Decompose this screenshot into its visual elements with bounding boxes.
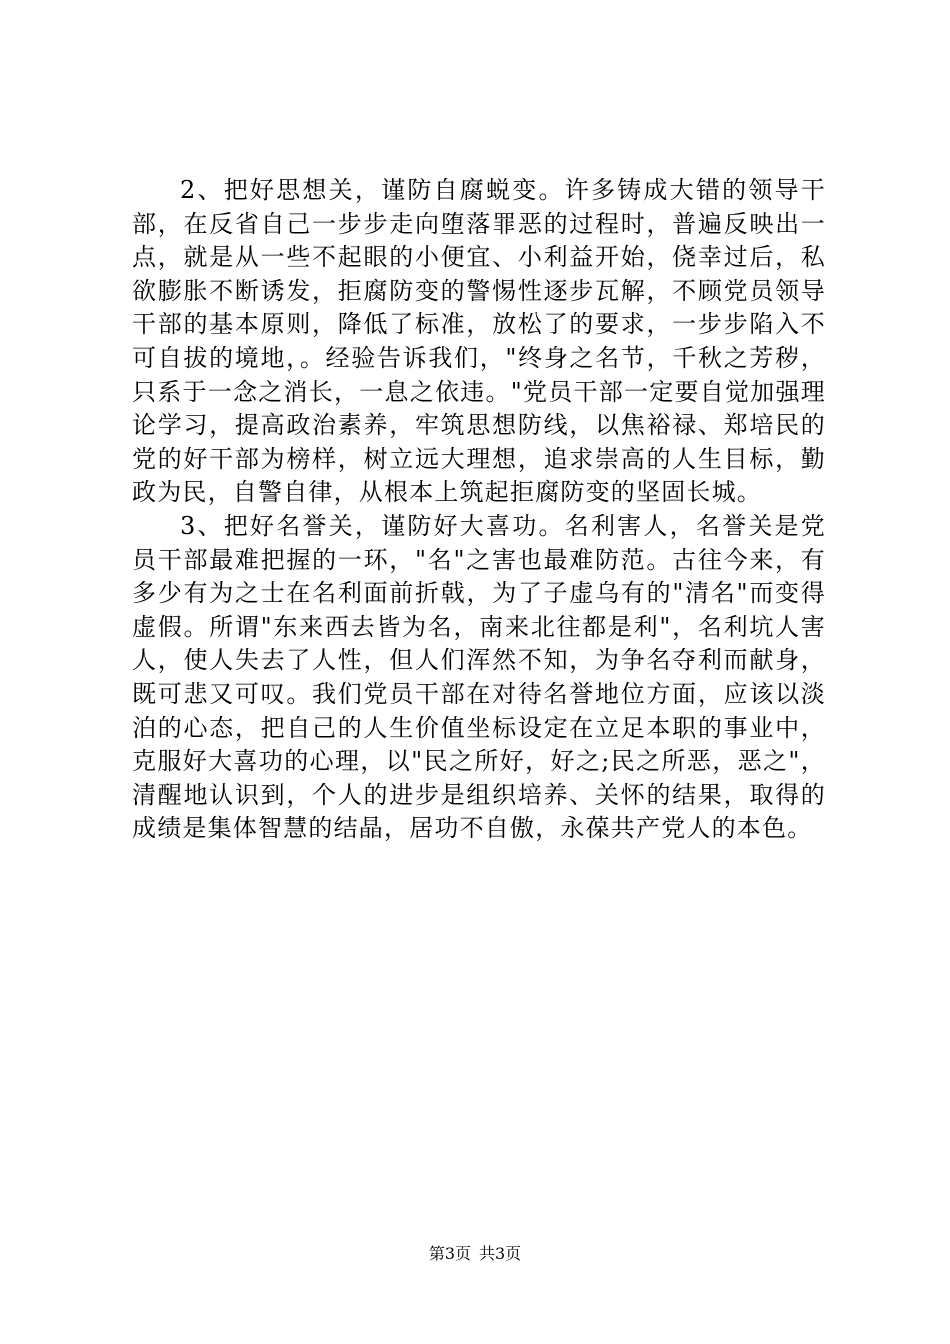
page-number-total: 共3页: [479, 1244, 522, 1263]
page-footer: [0, 1244, 950, 1264]
paragraph-2: 2、把好思想关，谨防自腐蜕变。许多铸成大错的领导干部，在反省自己一步步走向堕落罪恶的过程时，普遍反映出一点，就是从一些不起眼的小便宜、小利益开始，侥幸过后，私欲膨胀不断诱发，拒腐防变的警惕性逐步瓦解，不顾党员领导干部的基本原则，降低了标准，放松了的要求，一步步陷入不可自拔的境地，。经验告诉我们，"终身之名节，千秋之芳秽，只系于一念之消长，一息之依违。"党员干部一定要自觉加强理论学习，提高政治素养，牢筑思想防线，以焦裕禄、郑培民的党的好干部为榜样，树立远大理想，追求崇高的人生目标，勤政为民，自警自律，从根本上筑起拒腐防变的坚固长城。: [132, 176, 826, 507]
page-number-current: 第3页: [428, 1244, 471, 1263]
document-body: [132, 174, 826, 846]
paragraph-3: 3、把好名誉关，谨防好大喜功。名利害人，名誉关是党员干部最难把握的一环，"名"之害也最难防范。古往今来，有多少有为之士在名利面前折戟，为了子虚乌有的"清名"而变得虚假。所谓"东来西去皆为名，南来北往都是利"，名利坑人害人，使人失去了人性，但人们浑然不知，为争名夺利而献身，既可悲又可叹。我们党员干部在对待名誉地位方面，应该以淡泊的心态，把自己的人生价值坐标设定在立足本职的事业中，克服好大喜功的心理，以"民之所好，好之;民之所恶，恶之"，清醒地认识到，个人的进步是组织培养、关怀的结果，取得的成绩是集体智慧的结晶，居功不自傲，永葆共产党人的本色。: [132, 511, 826, 843]
